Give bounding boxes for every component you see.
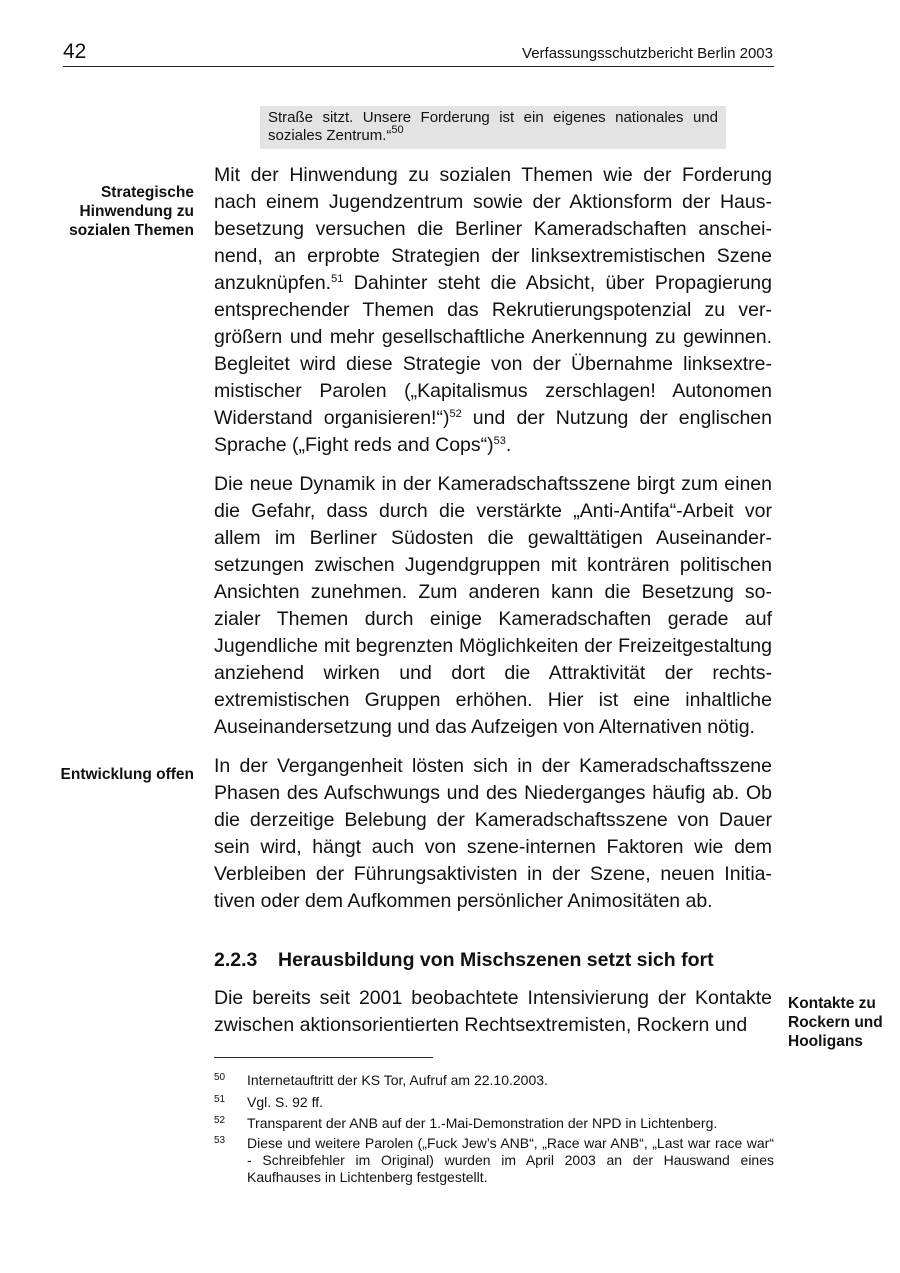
running-header-title: Verfassungsschutzbericht Berlin 2003: [522, 45, 773, 62]
margin-note-strategic: [34, 183, 194, 240]
footnote-divider: [214, 1057, 433, 1058]
section-title: Herausbildung von Mischszenen setzt sich fort: [278, 949, 714, 971]
footnote-50: [214, 1072, 774, 1089]
footnote-text: Diese und weitere Parolen („Fuck Jew’s ANB“, „Race war ANB“, „Last war race war“ - Schreibfehler im Original) wurden im April 2003 an der Hauswand eines Kaufhauses in Lichtenberg festgestellt.: [247, 1135, 774, 1185]
footnote-text: Vgl. S. 92 ff.: [247, 1094, 324, 1110]
margin-note-line: Hinwendung zu: [79, 203, 194, 220]
paragraph-1: Mit der Hinwendung zu sozialen Themen wie der Forderung nach einem Jugendzentrum sowie der Aktionsform der Hausbesetzung versuchen die Berliner Kameradschaften anscheinend, an erprobte Strategien der linksextremistischen Szene anzuknüpfen.$^{51}$ Dahinter steht die Absicht, über Propagierung entsprechender Themen das Rekrutierungspotenzial zu vergrößern und mehr gesellschaftliche Anerkennung zu gewinnen. Begleitet wird diese Strategie von der Übernahme linksextremistischer Parolen („Kapitalismus zerschlagen! Autonomen Widerstand organisieren!“)$^{52}$ und der Nutzung der englischen Sprache („Fight reds and Cops“)$^{53}$.: [214, 164, 772, 456]
margin-note-line: Strategische: [100, 184, 194, 201]
footnote-number: 51: [214, 1094, 226, 1105]
header-divider: [63, 66, 774, 67]
footnote-ref-50: 50: [391, 124, 404, 136]
margin-note-line: Hooligans: [788, 1033, 863, 1050]
paragraph-3: In der Vergangenheit lösten sich in der Kameradschaftsszene Phasen des Aufschwungs und des Niederganges häufig ab. Ob die derzeitige Belebung der Kameradschaftsszene von Dauer sein wird, hängt auch von szene-internen Faktoren wie dem Verbleiben der Führungsaktivisten in der Szene, neuen Initiativen oder dem Aufkommen persönlicher Animositäten ab.: [214, 755, 772, 912]
section-heading: [214, 949, 714, 972]
margin-note-line: sozialen Themen: [69, 222, 194, 239]
footnote-ref-52: 52: [449, 408, 462, 420]
footnote-text: Internetauftritt der KS Tor, Aufruf am 22.10.2003.: [247, 1072, 548, 1088]
margin-note-line: Kontakte zu: [788, 995, 876, 1012]
footnote-number: 53: [214, 1135, 226, 1146]
margin-note-development: Entwicklung offen: [60, 766, 194, 783]
footnote-51: [214, 1094, 774, 1111]
quote-box: [260, 106, 726, 149]
footnote-52: [214, 1115, 774, 1132]
quote-text: Straße sitzt. Unsere Forderung ist ein eigenes nationales und soziales Zentrum.“$^{50}$: [268, 109, 718, 144]
paragraph-4: Die bereits seit 2001 beobachtete Intensivierung der Kontakte zwischen aktionsorientierten Rechtsextremisten, Rockern und: [214, 987, 772, 1036]
section-number: 2.2.3: [214, 949, 258, 971]
footnote-text: Transparent der ANB auf der 1.-Mai-Demonstration der NPD in Lichtenberg.: [247, 1115, 718, 1131]
footnote-ref-51: 51: [331, 273, 344, 285]
footnote-number: 52: [214, 1115, 226, 1126]
footnote-number: 50: [214, 1072, 226, 1083]
margin-note-contacts: [788, 994, 898, 1051]
footnote-ref-53: 53: [493, 435, 506, 447]
margin-note-line: Rockern und: [788, 1014, 883, 1031]
paragraph-2: Die neue Dynamik in der Kameradschaftsszene birgt zum einen die Gefahr, dass durch die verstärkte „Anti-Antifa“-Arbeit vor allem im Berliner Südosten die gewalttätigen Auseinandersetzungen zwischen Jugendgruppen mit konträren politischen Ansichten zunehmen. Zum anderen kann die Besetzung sozialer Themen durch einige Kameradschaften gerade auf Jugendliche mit begrenzten Möglichkeiten der Freizeitgestaltung anziehend wirken und dort die Attraktivität der rechtsextremistischen Gruppen erhöhen. Hier ist eine inhaltliche Auseinandersetzung und das Aufzeigen von Alternativen nötig.: [214, 473, 772, 738]
page-number: 42: [63, 40, 87, 63]
footnote-53: [214, 1135, 774, 1186]
